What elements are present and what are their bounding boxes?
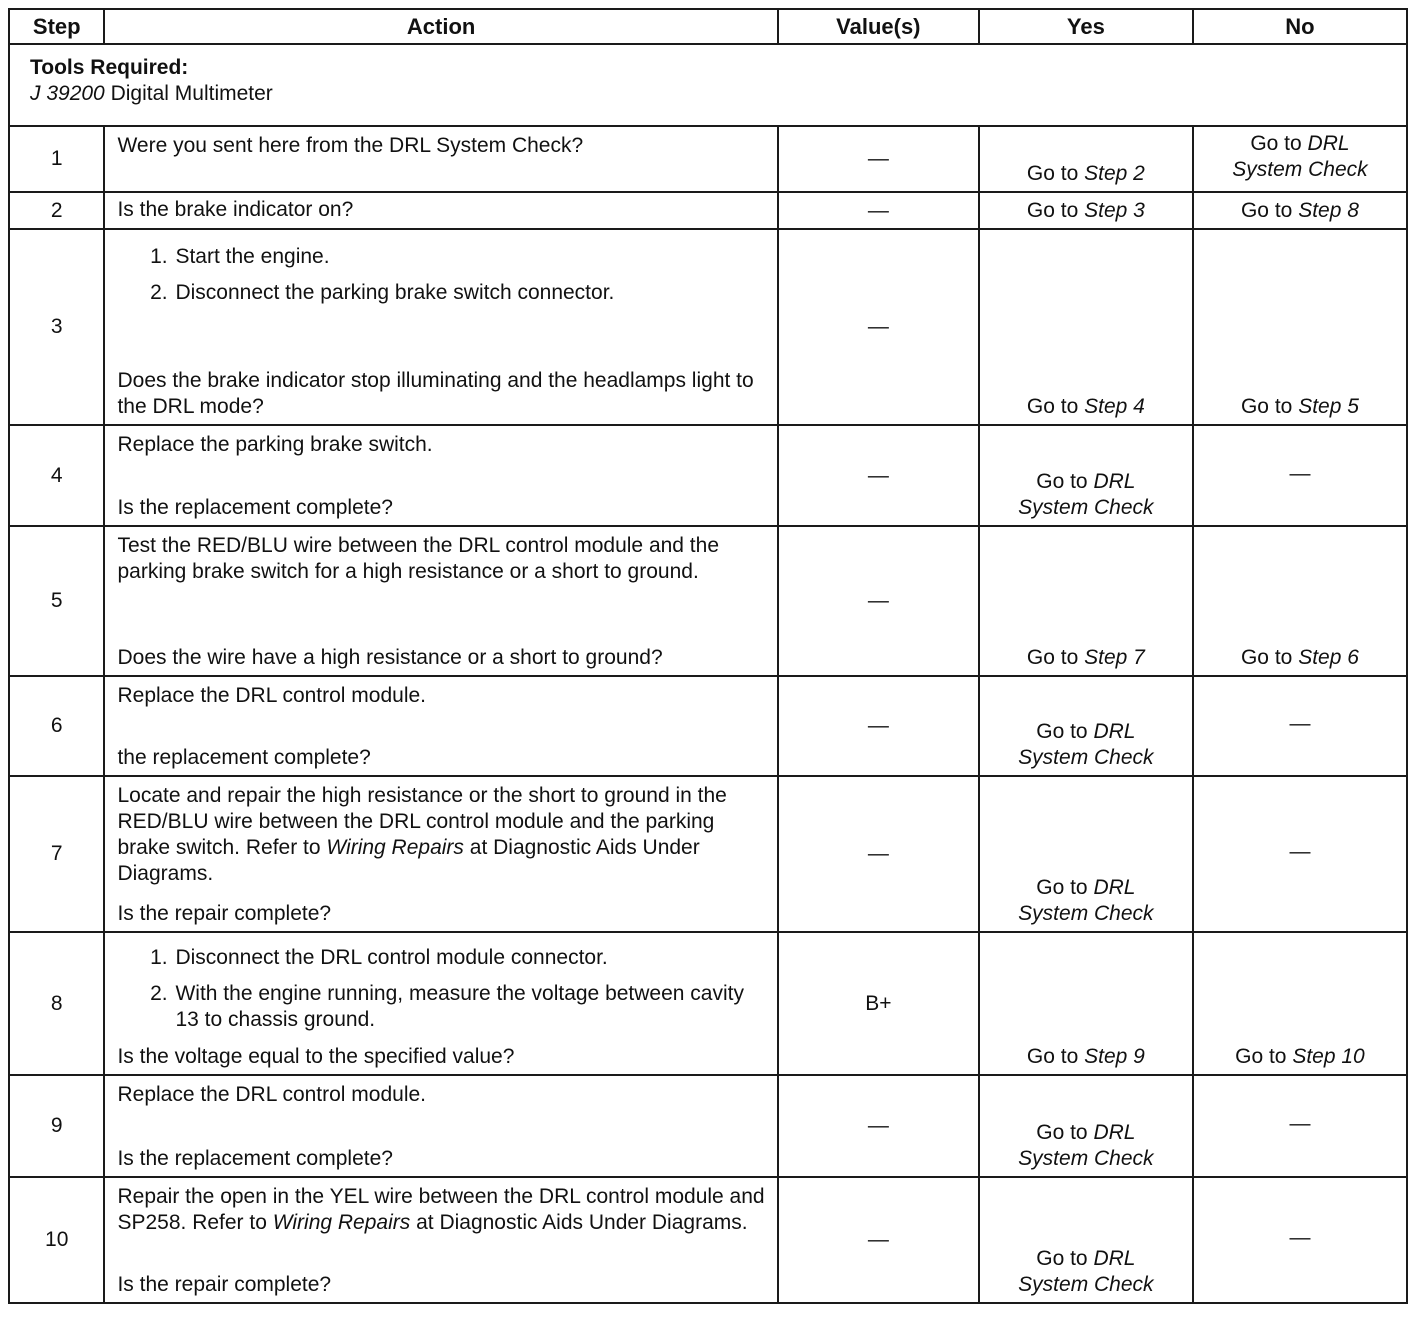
system-check-label: System Check [1018, 496, 1154, 519]
step-number: 9 [9, 1075, 104, 1177]
table-row [9, 932, 1407, 1075]
instruction-item: 1. Start the engine. [173, 244, 766, 270]
no-cell: — [1193, 676, 1407, 776]
no-cell [1193, 932, 1407, 1075]
goto-label: Go to [1240, 395, 1293, 418]
action-text-start: Repair the open in the YEL wire between the DRL control module and SP258. Refer to [117, 1185, 765, 1234]
value-cell: — [778, 229, 979, 425]
table-row [9, 1177, 1407, 1303]
yes-cell [979, 776, 1193, 932]
step-number: 6 [9, 676, 104, 776]
action-text-end: at Diagnostic Aids Under Diagrams. [416, 1211, 748, 1234]
instruction-item: 2. With the engine running, measure the voltage between cavity 13 to chassis ground. [173, 981, 766, 1033]
action-text: Were you sent here from the DRL System Check? [117, 134, 584, 157]
action-question: the replacement complete? [117, 746, 371, 769]
tools-cell [9, 44, 1407, 126]
step-number: 8 [9, 932, 104, 1075]
no-cell [1193, 526, 1407, 676]
action-cell [104, 1177, 777, 1303]
step-number: 2 [9, 192, 104, 229]
yes-cell [979, 229, 1193, 425]
yes-cell [979, 1177, 1193, 1303]
system-check-label: System Check [1018, 746, 1154, 769]
action-text: Replace the parking brake switch. [117, 433, 433, 456]
no-cell: — [1193, 1177, 1407, 1303]
system-check-label: System Check [1018, 1147, 1154, 1170]
no-cell [1193, 229, 1407, 425]
goto-label: Go to [1240, 199, 1293, 222]
step-number: 3 [9, 229, 104, 425]
yes-cell [979, 526, 1193, 676]
action-cell [104, 229, 777, 425]
table-row [9, 192, 1407, 229]
value-cell: — [778, 126, 979, 192]
goto-label: Go to [1026, 646, 1079, 669]
value-cell: — [778, 1177, 979, 1303]
system-check-label: System Check [1018, 902, 1154, 925]
no-target: Step 5 [1298, 395, 1359, 418]
yes-target: Step 7 [1084, 646, 1145, 669]
header-no: No [1193, 9, 1407, 44]
table-row [9, 229, 1407, 425]
drl-label: DRL [1093, 1247, 1136, 1270]
action-cell [104, 776, 777, 932]
diagnostic-table [8, 8, 1408, 1304]
goto-label: Go to [1036, 720, 1088, 743]
goto-label: Go to [1036, 876, 1088, 899]
value-cell: — [778, 425, 979, 526]
action-text: Is the brake indicator on? [117, 198, 354, 221]
goto-label: Go to [1026, 199, 1079, 222]
wiring-repairs-ref: Wiring Repairs [326, 836, 464, 859]
action-question: Does the brake indicator stop illuminating and the headlamps light to the DRL mode? [117, 369, 754, 418]
yes-cell [979, 1075, 1193, 1177]
drl-label: DRL [1307, 132, 1350, 155]
tool-entry [30, 81, 1386, 107]
system-check-label: System Check [1232, 158, 1368, 181]
system-check-label: System Check [1018, 1273, 1154, 1296]
step-number: 1 [9, 126, 104, 192]
goto-label: Go to [1235, 1045, 1287, 1068]
no-cell [1193, 192, 1407, 229]
action-cell [104, 526, 777, 676]
tools-title: Tools Required: [30, 56, 189, 79]
action-text: Replace the DRL control module. [117, 684, 427, 707]
no-target: Step 6 [1298, 646, 1359, 669]
header-action: Action [104, 9, 777, 44]
action-text [117, 783, 766, 887]
instruction-item: 1. Disconnect the DRL control module connector. [173, 945, 766, 971]
drl-label: DRL [1093, 470, 1136, 493]
no-cell: — [1193, 425, 1407, 526]
tools-row [9, 44, 1407, 126]
goto-label: Go to [1240, 646, 1293, 669]
value-cell: B+ [778, 932, 979, 1075]
yes-target: Step 4 [1084, 395, 1145, 418]
no-cell: — [1193, 1075, 1407, 1177]
no-cell: — [1193, 776, 1407, 932]
goto-label: Go to [1036, 1247, 1088, 1270]
instruction-list [117, 244, 766, 316]
table-row [9, 425, 1407, 526]
instruction-list [117, 945, 766, 1043]
table-row [9, 676, 1407, 776]
action-text [117, 1184, 766, 1236]
drl-label: DRL [1093, 720, 1136, 743]
drl-label: DRL [1093, 876, 1136, 899]
table-row [9, 1075, 1407, 1177]
header-step: Step [9, 9, 104, 44]
yes-cell [979, 932, 1193, 1075]
yes-target: Step 3 [1084, 199, 1145, 222]
goto-label: Go to [1026, 1045, 1079, 1068]
instruction-item: 2. Disconnect the parking brake switch connector. [173, 280, 766, 306]
tool-id: J 39200 [30, 82, 105, 105]
action-text: Test the RED/BLU wire between the DRL control module and the parking brake switch for a high resistance or a short to ground. [117, 534, 720, 583]
header-row [9, 9, 1407, 44]
action-question: Is the voltage equal to the specified value? [117, 1045, 515, 1068]
action-cell [104, 192, 777, 229]
goto-label: Go to [1036, 1121, 1088, 1144]
action-cell [104, 126, 777, 192]
action-text-end: at Diagnostic Aids Under Diagrams. [117, 836, 700, 885]
goto-label: Go to [1250, 132, 1302, 155]
value-cell: — [778, 776, 979, 932]
action-question: Is the replacement complete? [117, 1147, 393, 1170]
action-cell [104, 676, 777, 776]
action-question: Is the replacement complete? [117, 496, 393, 519]
step-number: 4 [9, 425, 104, 526]
yes-cell [979, 192, 1193, 229]
value-cell: — [778, 1075, 979, 1177]
yes-target: Step 2 [1084, 162, 1145, 185]
header-yes: Yes [979, 9, 1193, 44]
action-question: Does the wire have a high resistance or a short to ground? [117, 646, 663, 669]
action-text: Replace the DRL control module. [117, 1083, 427, 1106]
value-cell: — [778, 676, 979, 776]
step-number: 7 [9, 776, 104, 932]
yes-cell [979, 126, 1193, 192]
action-text-start: Locate and repair the high resistance or the short to ground in the RED/BLU wire between the DRL control module and the parking brake switch. Refer to [117, 784, 727, 859]
table-row [9, 526, 1407, 676]
action-question: Is the repair complete? [117, 1273, 332, 1296]
yes-cell [979, 676, 1193, 776]
header-values: Value(s) [778, 9, 979, 44]
wiring-repairs-ref: Wiring Repairs [272, 1211, 411, 1234]
value-cell: — [778, 192, 979, 229]
goto-label: Go to [1036, 470, 1088, 493]
value-cell: — [778, 526, 979, 676]
tool-name: Digital Multimeter [110, 82, 273, 105]
yes-target: Step 9 [1084, 1045, 1145, 1068]
action-cell [104, 932, 777, 1075]
no-cell [1193, 126, 1407, 192]
table-row [9, 126, 1407, 192]
no-target: Step 10 [1292, 1045, 1365, 1068]
yes-cell [979, 425, 1193, 526]
goto-label: Go to [1026, 162, 1079, 185]
drl-label: DRL [1093, 1121, 1136, 1144]
table-row [9, 776, 1407, 932]
action-cell [104, 425, 777, 526]
no-target: Step 8 [1298, 199, 1359, 222]
step-number: 5 [9, 526, 104, 676]
goto-label: Go to [1026, 395, 1079, 418]
step-number: 10 [9, 1177, 104, 1303]
action-question: Is the repair complete? [117, 902, 332, 925]
action-cell [104, 1075, 777, 1177]
